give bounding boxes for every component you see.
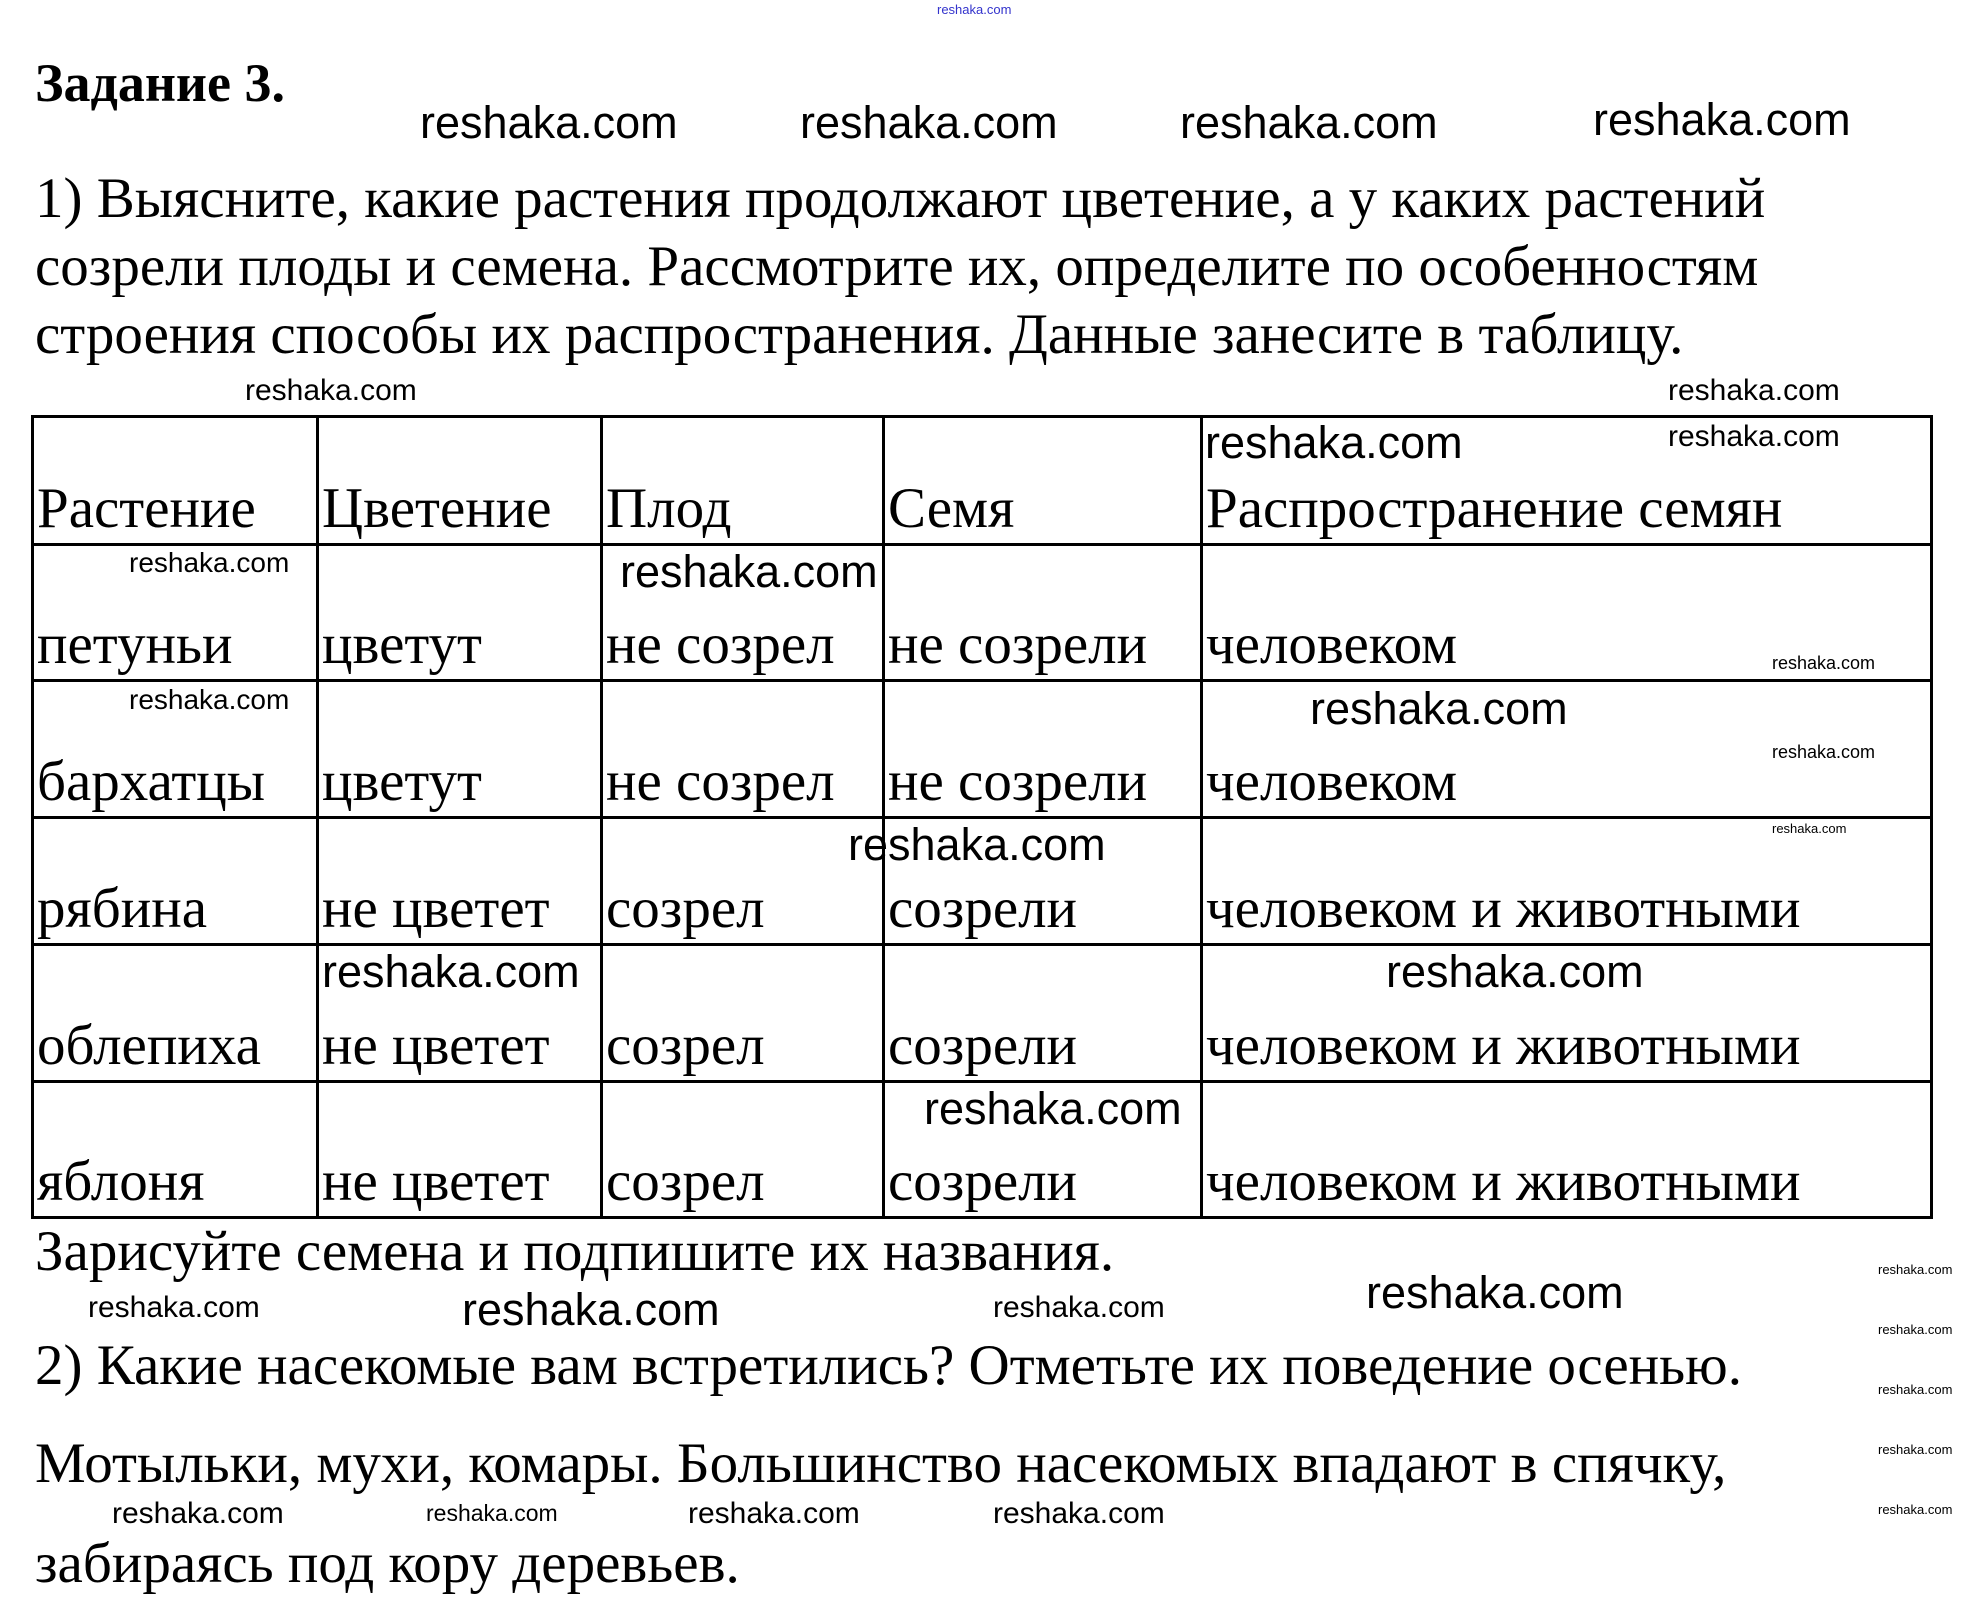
header-cell: Плод (602, 417, 884, 545)
table-cell: петуньи (33, 545, 318, 681)
watermark: reshaka.com (937, 2, 1012, 17)
watermark: reshaka.com (993, 1497, 1165, 1530)
watermark: reshaka.com (88, 1291, 260, 1324)
table-cell: не созрел (602, 681, 884, 818)
watermark: reshaka.com (924, 1083, 1182, 1134)
watermark: reshaka.com (1878, 1502, 1953, 1517)
table-cell: человеком (1202, 681, 1932, 818)
table-cell: созрел (602, 818, 884, 945)
watermark: reshaka.com (993, 1291, 1165, 1324)
page-title: Задание 3. (35, 53, 286, 113)
answer-line: Мотыльки, мухи, комары. Большинство насекомых впадают в спячку, (35, 1432, 1727, 1495)
table-row (33, 681, 1932, 818)
watermark: reshaka.com (1205, 417, 1463, 468)
watermark: reshaka.com (1878, 1322, 1953, 1337)
task1-line: созрели плоды и семена. Рассмотрите их, определите по особенностям (35, 235, 1759, 298)
table-cell: яблоня (33, 1082, 318, 1218)
answer-line: забираясь под кору деревьев. (35, 1532, 740, 1595)
watermark: reshaka.com (1668, 420, 1840, 453)
table-cell: не созрел (602, 545, 884, 681)
table-cell: человеком и животными (1202, 818, 1932, 945)
watermark: reshaka.com (1772, 821, 1847, 836)
table-header-row (33, 417, 1932, 545)
task1-line: строения способы их распространения. Данные занесите в таблицу. (35, 303, 1684, 366)
table-cell: цветут (318, 545, 602, 681)
watermark: reshaka.com (1180, 97, 1438, 148)
watermark: reshaka.com (426, 1500, 558, 1526)
table-row (33, 545, 1932, 681)
watermark: reshaka.com (1593, 94, 1851, 145)
watermark: reshaka.com (1878, 1382, 1953, 1397)
task1-line: 1) Выясните, какие растения продолжают цветение, а у каких растений (35, 167, 1766, 230)
task1-text (35, 165, 1765, 369)
table-cell: облепиха (33, 945, 318, 1082)
table-cell: не созрели (884, 681, 1202, 818)
table-cell: цветут (318, 681, 602, 818)
watermark: reshaka.com (112, 1497, 284, 1530)
table-cell: созрели (884, 818, 1202, 945)
watermark: reshaka.com (688, 1497, 860, 1530)
task2-answer (35, 1430, 1726, 1598)
table-cell: не цветет (318, 1082, 602, 1218)
header-cell: Цветение (318, 417, 602, 545)
watermark: reshaka.com (462, 1284, 720, 1335)
table-row (33, 945, 1932, 1082)
header-cell: Растение (33, 417, 318, 545)
table-cell: человеком и животными (1202, 945, 1932, 1082)
watermark: reshaka.com (848, 819, 1106, 870)
table-cell: не цветет (318, 818, 602, 945)
watermark: reshaka.com (129, 684, 290, 715)
table-cell: человеком и животными (1202, 1082, 1932, 1218)
watermark: reshaka.com (420, 97, 678, 148)
watermark: reshaka.com (620, 546, 878, 597)
table-cell: созрел (602, 945, 884, 1082)
watermark: reshaka.com (1772, 653, 1876, 673)
table-cell: рябина (33, 818, 318, 945)
table-cell: не созрели (884, 545, 1202, 681)
watermark: reshaka.com (1878, 1442, 1953, 1457)
watermark: reshaka.com (1386, 946, 1644, 997)
watermark: reshaka.com (800, 97, 1058, 148)
draw-instruction: Зарисуйте семена и подпишите их названия. (35, 1220, 1115, 1283)
watermark: reshaka.com (1668, 374, 1840, 407)
table-cell: созрели (884, 945, 1202, 1082)
watermark: reshaka.com (129, 547, 290, 578)
watermark: reshaka.com (1310, 683, 1568, 734)
table-cell: созрел (602, 1082, 884, 1218)
watermark: reshaka.com (1772, 742, 1876, 762)
watermark: reshaka.com (1878, 1262, 1953, 1277)
table-cell: бархатцы (33, 681, 318, 818)
header-cell: Распространение семян (1202, 417, 1932, 545)
task2-question: 2) Какие насекомые вам встретились? Отметьте их поведение осенью. (35, 1334, 1742, 1397)
watermark: reshaka.com (1366, 1267, 1624, 1318)
table-cell: созрели (884, 1082, 1202, 1218)
table-cell: человеком (1202, 545, 1932, 681)
watermark: reshaka.com (245, 374, 417, 407)
watermark: reshaka.com (322, 946, 580, 997)
table-cell: не цветет (318, 945, 602, 1082)
header-cell: Семя (884, 417, 1202, 545)
